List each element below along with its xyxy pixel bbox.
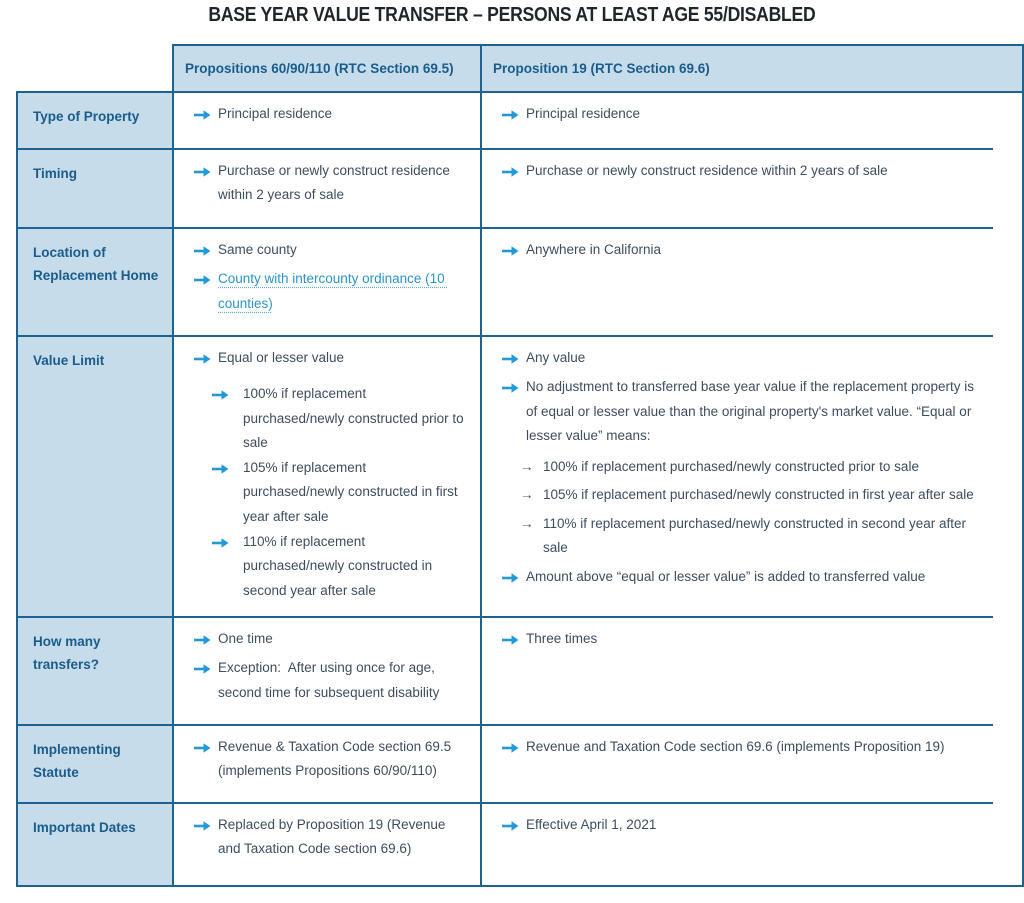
sub-bullet-text: 110% if replacement purchased/newly constructed in second year after sale [543,515,970,556]
right-arrow-icon [194,166,211,178]
cell-timing-prop19 [482,150,993,229]
row-header-important-dates: Important Dates [18,804,174,885]
bullet-item [194,159,466,208]
bullet-item [502,102,979,126]
right-arrow-icon [212,537,229,549]
bullet-text: Replaced by Proposition 19 (Revenue and Taxation Code section 69.6) [218,816,450,857]
bullet-text: Revenue & Taxation Code section 69.5 (implements Propositions 60/90/110) [218,738,455,779]
cell-type-of-property-prop19 [482,93,993,150]
cell-dates-prop60 [174,804,482,885]
cell-dates-prop19 [482,804,993,885]
bullet-item [502,735,979,759]
bullet-item [502,346,979,370]
bullet-text: Amount above “equal or lesser value” is added to transferred value [526,569,926,585]
right-arrow-icon [194,109,211,121]
cell-transfers-prop19 [482,618,993,726]
row-header-implementing-statute: Implementing Statute [18,726,174,804]
right-arrow-icon [502,634,519,646]
cell-value-limit-prop19 [482,337,993,618]
right-arrow-icon [502,109,519,121]
sub-bullet-list [520,455,979,560]
right-arrow-icon [502,382,519,394]
bullet-item [194,267,466,316]
cell-location-prop19 [482,229,993,337]
sub-bullet-item [520,512,979,561]
right-arrow-icon [502,742,519,754]
cell-transfers-prop60 [174,618,482,726]
bullet-item [194,656,466,705]
sub-bullet-item [212,382,466,455]
bullet-item [502,565,979,589]
bullet-text: Principal residence [526,106,641,121]
bullet-item [194,627,466,651]
row-header-timing: Timing [18,150,174,229]
right-arrow-icon [194,820,211,832]
right-arrow-icon [502,166,519,178]
right-arrow-icon [212,389,229,401]
right-arrow-icon [502,820,519,832]
bullet-text: Principal residence [218,106,333,121]
bullet-text: Three times [526,630,598,646]
bullet-text: Purchase or newly construct residence within 2 years of sale [526,163,888,178]
right-arrow-icon [194,634,211,646]
bullet-text: Any value [526,350,586,365]
sub-bullet-item [520,455,979,479]
sub-bullet-text: 110% if replacement purchased/newly constructed in second year after sale [243,534,436,598]
row-header-type-of-property: Type of Property [18,93,174,150]
bullet-text: Anywhere in California [526,242,662,257]
sub-bullet-list [212,382,466,603]
row-header-location: Location of Replacement Home [18,229,174,337]
right-arrow-icon [194,663,211,675]
right-arrow-icon [502,245,519,257]
bullet-item [194,735,466,784]
right-arrow-icon [194,274,211,286]
cell-type-of-property-prop60 [174,93,482,150]
row-header-how-many-transfers: How many transfers? [18,618,174,726]
right-arrow-icon [194,742,211,754]
thin-right-arrow-icon: → [520,515,534,531]
cell-statute-prop19 [482,726,993,804]
column-header-prop-60-90-110: Propositions 60/90/110 (RTC Section 69.5) [174,46,482,91]
cell-location-prop60 [174,229,482,337]
bullet-item [194,238,466,262]
sub-bullet-item [212,530,466,603]
column-header-prop-19: Proposition 19 (RTC Section 69.6) [493,61,710,76]
bullet-item [502,813,979,837]
right-arrow-icon [194,245,211,257]
bullet-text: Revenue and Taxation Code section 69.6 (implements Proposition 19) [526,738,945,754]
bullet-item [502,627,979,651]
bullet-item [502,238,979,262]
bullet-text: Equal or lesser value [218,350,345,365]
sub-bullet-text: 105% if replacement purchased/newly constructed in first year after sale [543,487,974,503]
bullet-text: One time [218,630,273,646]
bullet-text: No adjustment to transferred base year value if the replacement property is of equal or lesser value than the original property's market value. “Equal or lesser value” means: [526,379,978,443]
comparison-table [16,44,1024,887]
sub-bullet-text: 100% if replacement purchased/newly constructed prior to sale [543,459,919,475]
bullet-text: Effective April 1, 2021 [526,816,657,832]
right-arrow-icon [502,353,519,365]
intercounty-ordinance-link[interactable]: County with intercounty ordinance (10 counties) [218,271,449,311]
bullet-item [194,102,466,126]
sub-bullet-text: 105% if replacement purchased/newly constructed in first year after sale [243,460,462,524]
bullet-item [502,375,979,560]
bullet-item [194,813,466,862]
bullet-text: Same county [218,242,297,257]
thin-right-arrow-icon: → [520,459,534,475]
right-arrow-icon [194,353,211,365]
cell-value-limit-prop60 [174,337,482,618]
thin-right-arrow-icon: → [520,487,534,503]
sub-bullet-item [520,483,979,507]
bullet-item [502,159,979,183]
page-title: BASE YEAR VALUE TRANSFER – PERSONS AT LEAST AGE 55/DISABLED [208,4,816,26]
right-arrow-icon [502,572,519,584]
bullet-text: Exception: After using once for age, second time for subsequent disability [218,660,440,700]
right-arrow-icon [212,463,229,475]
sub-bullet-item [212,456,466,529]
row-header-value-limit: Value Limit [18,337,174,618]
table-header-row [172,44,1024,91]
cell-timing-prop60 [174,150,482,229]
bullet-item [194,346,466,603]
bullet-text: Purchase or newly construct residence within 2 years of sale [218,163,454,203]
table-body [16,91,1024,887]
cell-statute-prop60 [174,726,482,804]
sub-bullet-text: 100% if replacement purchased/newly constructed prior to sale [243,386,468,450]
